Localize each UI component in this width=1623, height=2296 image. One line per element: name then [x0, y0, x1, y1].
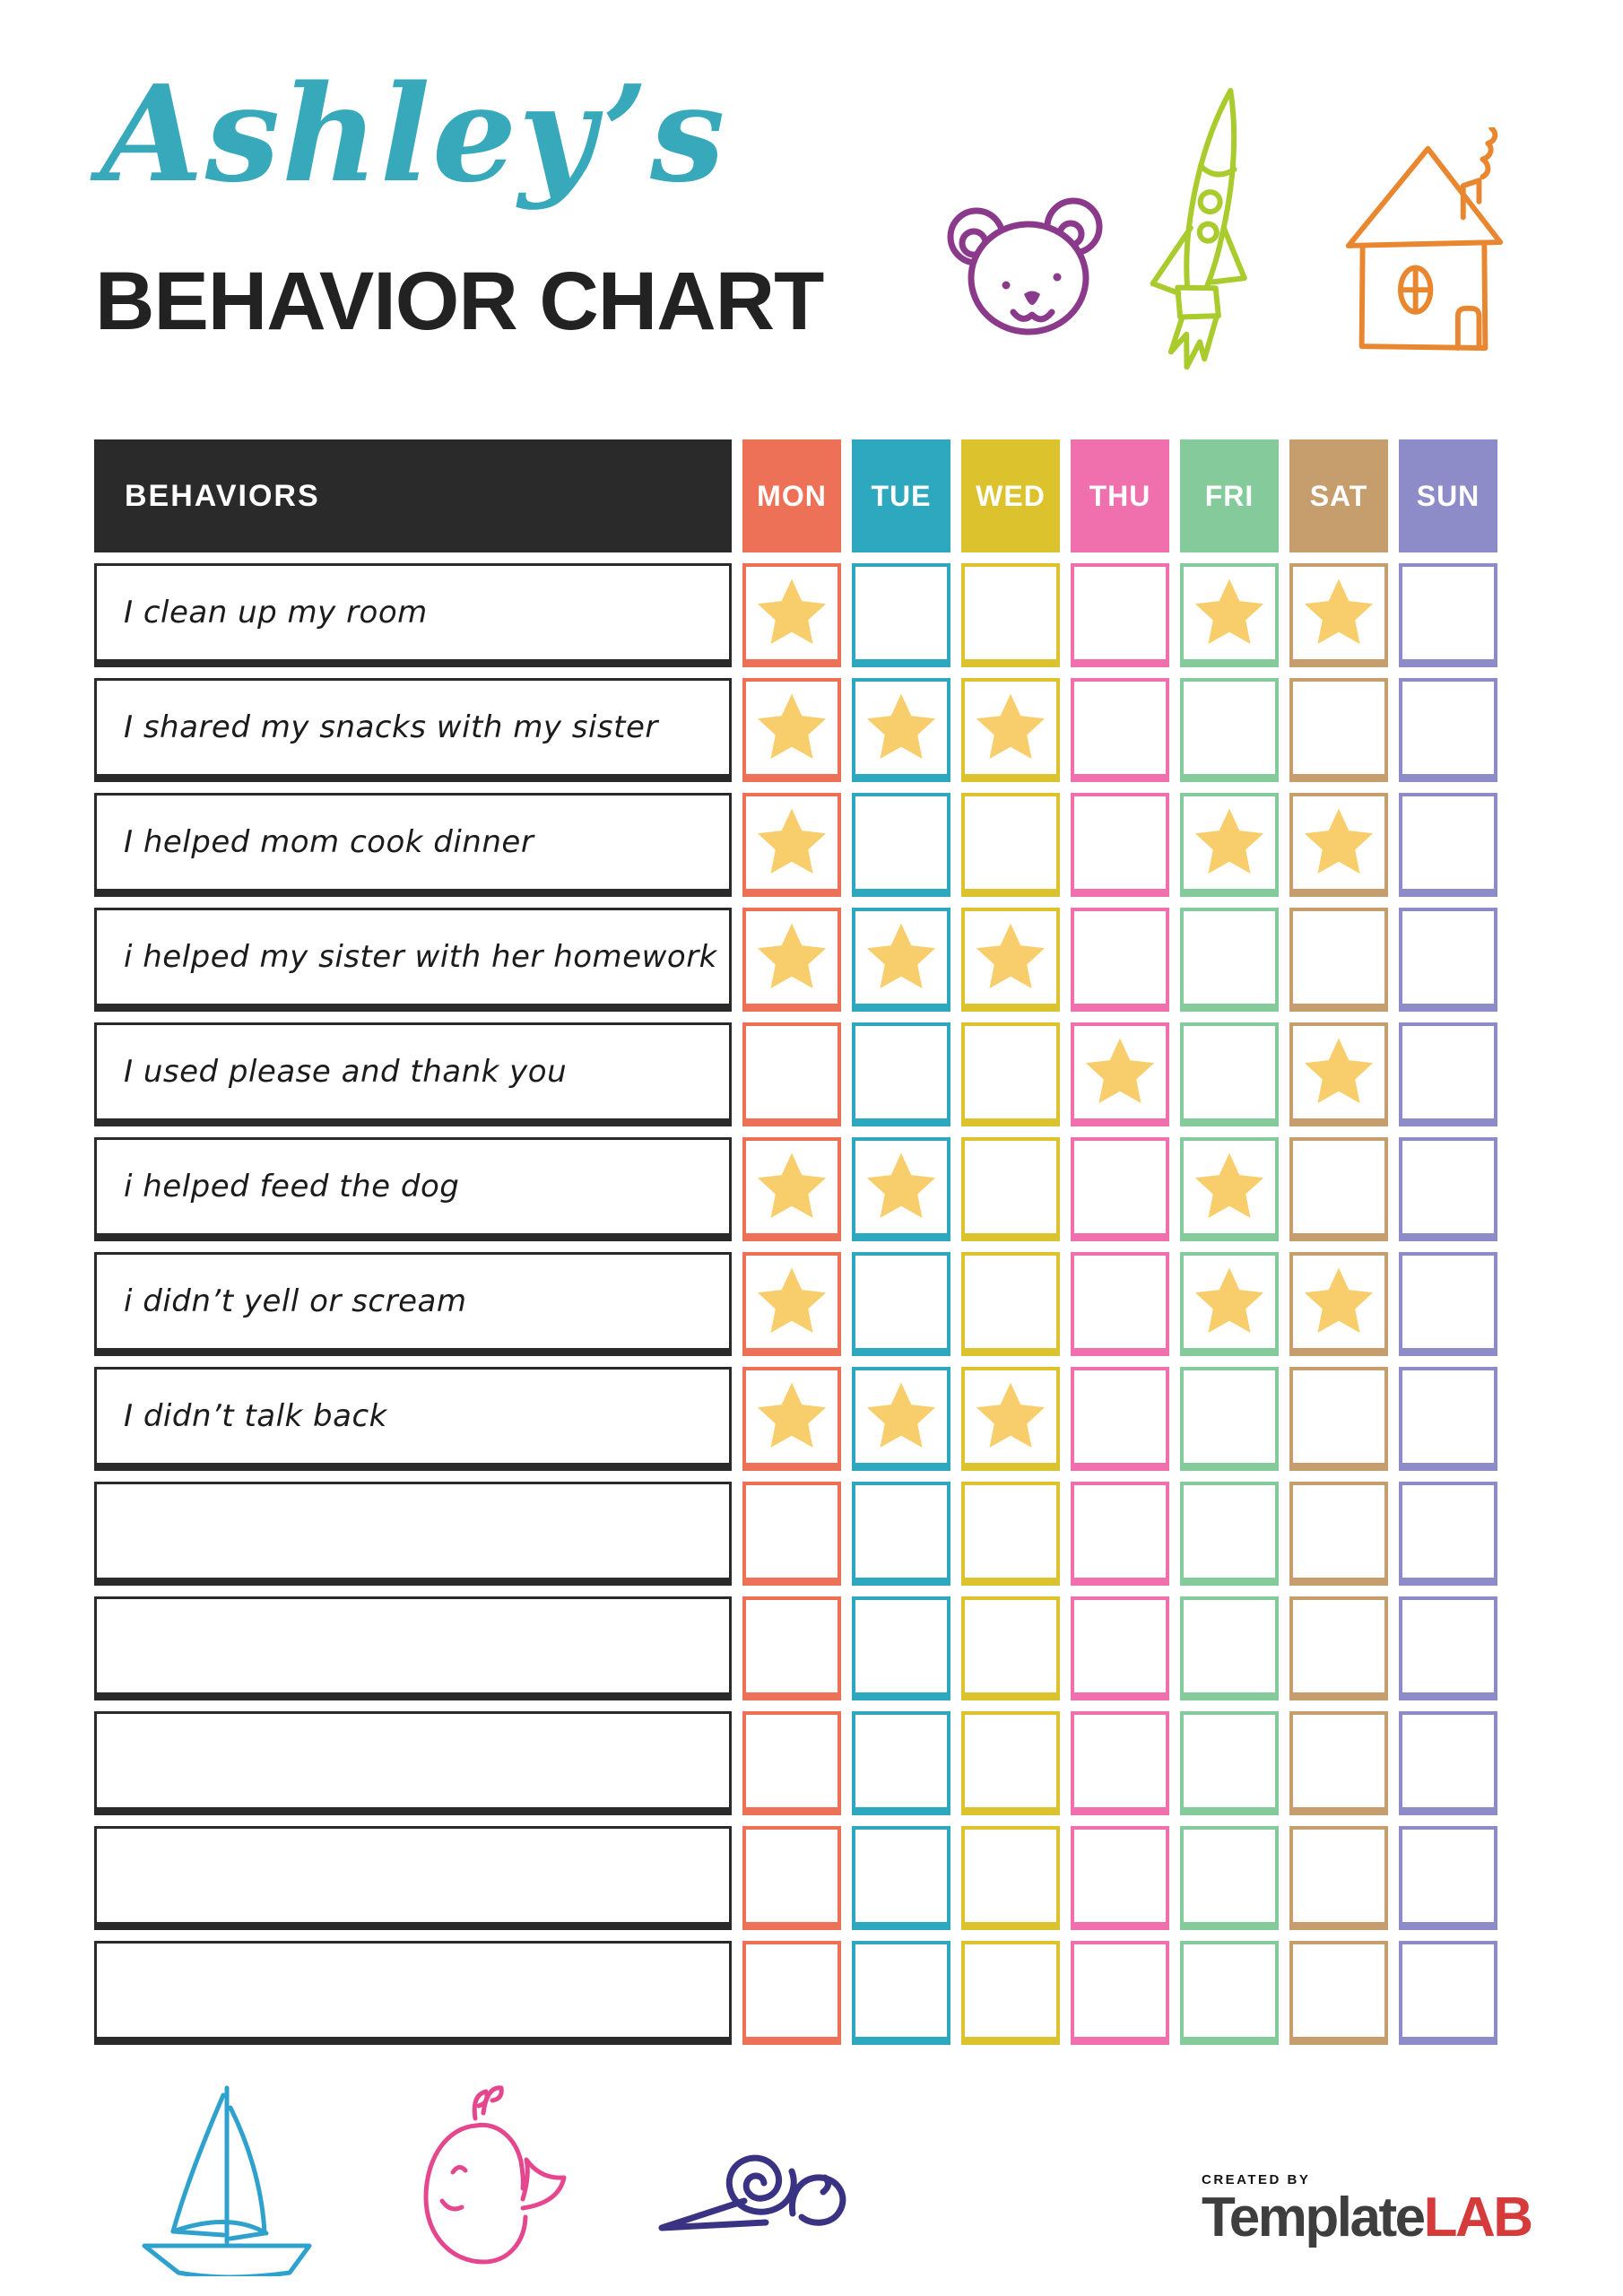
star-cell-row10-thu[interactable] [1071, 1596, 1169, 1700]
star-cell-row1-thu[interactable] [1071, 563, 1169, 667]
star-icon [1303, 578, 1375, 649]
star-cell-row10-tue[interactable] [852, 1596, 950, 1700]
star-icon [756, 1266, 828, 1338]
star-cell-row4-thu[interactable] [1071, 908, 1169, 1012]
star-cell-row5-mon[interactable] [742, 1022, 841, 1126]
star-icon [756, 692, 828, 764]
behaviors-column-header: BEHAVIORS [94, 439, 732, 552]
star-cell-row13-sat[interactable] [1289, 1941, 1388, 2045]
star-cell-row3-thu[interactable] [1071, 793, 1169, 897]
star-cell-row9-mon[interactable] [742, 1482, 841, 1586]
templatelab-logo [1202, 2172, 1532, 2246]
star-cell-row6-sat[interactable] [1289, 1137, 1388, 1241]
star-cell-row4-fri[interactable] [1180, 908, 1279, 1012]
star-cell-row13-mon[interactable] [742, 1941, 841, 2045]
star-cell-row3-tue[interactable] [852, 793, 950, 897]
star-cell-row11-fri[interactable] [1180, 1711, 1279, 1815]
star-cell-row1-fri[interactable] [1180, 563, 1279, 667]
behavior-label-row-6: i helped feed the dog [94, 1137, 732, 1241]
star-cell-row1-mon[interactable] [742, 563, 841, 667]
star-cell-row9-wed[interactable] [961, 1482, 1060, 1586]
star-cell-row2-fri[interactable] [1180, 678, 1279, 782]
star-cell-row12-tue[interactable] [852, 1826, 950, 1930]
behavior-label-row-5: I used please and thank you [94, 1022, 732, 1126]
star-icon [1084, 1037, 1156, 1109]
star-cell-row8-mon[interactable] [742, 1367, 841, 1471]
star-cell-row2-tue[interactable] [852, 678, 950, 782]
star-icon [756, 922, 828, 994]
star-cell-row12-sat[interactable] [1289, 1826, 1388, 1930]
star-cell-row3-mon[interactable] [742, 793, 841, 897]
star-cell-row7-fri[interactable] [1180, 1252, 1279, 1356]
star-cell-row3-fri[interactable] [1180, 793, 1279, 897]
star-cell-row13-tue[interactable] [852, 1941, 950, 2045]
star-cell-row13-thu[interactable] [1071, 1941, 1169, 2045]
star-cell-row9-thu[interactable] [1071, 1482, 1169, 1586]
star-cell-row8-tue[interactable] [852, 1367, 950, 1471]
behavior-label-row-3: I helped mom cook dinner [94, 793, 732, 897]
star-icon [1193, 1266, 1265, 1338]
star-cell-row9-sat[interactable] [1289, 1482, 1388, 1586]
star-cell-row5-sat[interactable] [1289, 1022, 1388, 1126]
star-icon [1303, 1037, 1375, 1109]
star-cell-row12-thu[interactable] [1071, 1826, 1169, 1930]
day-header-wed: WED [961, 439, 1060, 552]
star-cell-row13-wed[interactable] [961, 1941, 1060, 2045]
star-cell-row3-sat[interactable] [1289, 793, 1388, 897]
star-cell-row5-thu[interactable] [1071, 1022, 1169, 1126]
star-cell-row3-sun[interactable] [1399, 793, 1497, 897]
star-cell-row2-mon[interactable] [742, 678, 841, 782]
star-cell-row5-tue[interactable] [852, 1022, 950, 1126]
star-cell-row12-wed[interactable] [961, 1826, 1060, 1930]
star-cell-row4-mon[interactable] [742, 908, 841, 1012]
star-cell-row11-sat[interactable] [1289, 1711, 1388, 1815]
star-cell-row6-mon[interactable] [742, 1137, 841, 1241]
star-cell-row6-sun[interactable] [1399, 1137, 1497, 1241]
star-icon [865, 692, 937, 764]
star-cell-row3-wed[interactable] [961, 793, 1060, 897]
star-cell-row7-sun[interactable] [1399, 1252, 1497, 1356]
star-cell-row7-mon[interactable] [742, 1252, 841, 1356]
star-cell-row6-wed[interactable] [961, 1137, 1060, 1241]
star-cell-row10-sat[interactable] [1289, 1596, 1388, 1700]
star-cell-row1-sun[interactable] [1399, 563, 1497, 667]
whale-icon [390, 2065, 603, 2280]
star-cell-row4-tue[interactable] [852, 908, 950, 1012]
day-header-sun: SUN [1399, 439, 1497, 552]
star-icon [756, 807, 828, 879]
star-icon [756, 1381, 828, 1453]
behavior-table [94, 439, 1497, 2045]
sailboat-icon [121, 2079, 332, 2276]
behavior-label-row-2: I shared my snacks with my sister [94, 678, 732, 782]
star-icon [975, 1381, 1046, 1453]
star-cell-row4-wed[interactable] [961, 908, 1060, 1012]
brand-lab: LAB [1423, 2187, 1532, 2248]
star-icon [1193, 1152, 1265, 1223]
star-cell-row9-sun[interactable] [1399, 1482, 1497, 1586]
star-cell-row5-sun[interactable] [1399, 1022, 1497, 1126]
rocket-icon [1132, 79, 1295, 379]
star-cell-row8-sat[interactable] [1289, 1367, 1388, 1471]
star-cell-row11-sun[interactable] [1399, 1711, 1497, 1815]
star-cell-row5-fri[interactable] [1180, 1022, 1279, 1126]
behavior-label-row-9[interactable] [94, 1482, 732, 1586]
house-icon [1341, 127, 1505, 359]
star-cell-row8-fri[interactable] [1180, 1367, 1279, 1471]
day-header-mon: MON [742, 439, 841, 552]
star-cell-row7-wed[interactable] [961, 1252, 1060, 1356]
star-cell-row12-fri[interactable] [1180, 1826, 1279, 1930]
behavior-label-row-7: i didn’t yell or scream [94, 1252, 732, 1356]
snail-icon [656, 2127, 850, 2237]
star-cell-row7-thu[interactable] [1071, 1252, 1169, 1356]
star-icon [975, 692, 1046, 764]
star-cell-row6-tue[interactable] [852, 1137, 950, 1241]
star-cell-row8-wed[interactable] [961, 1367, 1060, 1471]
day-header-tue: TUE [852, 439, 950, 552]
star-cell-row8-sun[interactable] [1399, 1367, 1497, 1471]
star-cell-row11-thu[interactable] [1071, 1711, 1169, 1815]
star-icon [1303, 807, 1375, 879]
star-icon [865, 922, 937, 994]
star-cell-row10-wed[interactable] [961, 1596, 1060, 1700]
star-cell-row12-mon[interactable] [742, 1826, 841, 1930]
star-cell-row11-tue[interactable] [852, 1711, 950, 1815]
star-cell-row4-sun[interactable] [1399, 908, 1497, 1012]
star-cell-row5-wed[interactable] [961, 1022, 1060, 1126]
star-icon [975, 922, 1046, 994]
brand-template: Template [1202, 2187, 1424, 2248]
star-cell-row13-sun[interactable] [1399, 1941, 1497, 2045]
star-cell-row2-sat[interactable] [1289, 678, 1388, 782]
star-cell-row1-sat[interactable] [1289, 563, 1388, 667]
star-cell-row2-thu[interactable] [1071, 678, 1169, 782]
star-icon [756, 578, 828, 649]
star-icon [1303, 1266, 1375, 1338]
star-cell-row8-thu[interactable] [1071, 1367, 1169, 1471]
behavior-label-row-8: I didn’t talk back [94, 1367, 732, 1471]
star-cell-row1-wed[interactable] [961, 563, 1060, 667]
star-icon [1193, 807, 1265, 879]
day-header-sat: SAT [1289, 439, 1388, 552]
star-cell-row2-sun[interactable] [1399, 678, 1497, 782]
star-cell-row6-thu[interactable] [1071, 1137, 1169, 1241]
day-header-fri: FRI [1180, 439, 1279, 552]
star-cell-row9-fri[interactable] [1180, 1482, 1279, 1586]
star-cell-row10-mon[interactable] [742, 1596, 841, 1700]
star-cell-row11-mon[interactable] [742, 1711, 841, 1815]
behavior-label-row-10[interactable] [94, 1596, 732, 1700]
star-cell-row7-tue[interactable] [852, 1252, 950, 1356]
star-cell-row10-fri[interactable] [1180, 1596, 1279, 1700]
star-icon [865, 1381, 937, 1453]
behavior-label-row-12[interactable] [94, 1826, 732, 1930]
star-cell-row7-sat[interactable] [1289, 1252, 1388, 1356]
star-cell-row9-tue[interactable] [852, 1482, 950, 1586]
behavior-label-row-13[interactable] [94, 1941, 732, 2045]
behavior-label-row-1: I clean up my room [94, 563, 732, 667]
behavior-label-row-4: i helped my sister with her homework [94, 908, 732, 1012]
star-icon [865, 1152, 937, 1223]
day-header-thu: THU [1071, 439, 1169, 552]
star-icon [1193, 578, 1265, 649]
teddy-bear-icon [934, 187, 1124, 341]
page-title-main: BEHAVIOR CHART [95, 256, 824, 347]
star-cell-row13-fri[interactable] [1180, 1941, 1279, 2045]
star-cell-row1-tue[interactable] [852, 563, 950, 667]
star-cell-row4-sat[interactable] [1289, 908, 1388, 1012]
behavior-label-row-11[interactable] [94, 1711, 732, 1815]
created-by-label: CREATED BY [1202, 2172, 1311, 2187]
star-cell-row2-wed[interactable] [961, 678, 1060, 782]
star-cell-row12-sun[interactable] [1399, 1826, 1497, 1930]
star-cell-row11-wed[interactable] [961, 1711, 1060, 1815]
star-cell-row6-fri[interactable] [1180, 1137, 1279, 1241]
star-cell-row10-sun[interactable] [1399, 1596, 1497, 1700]
star-icon [756, 1152, 828, 1223]
page-title-script: Ashley’s [100, 56, 727, 212]
